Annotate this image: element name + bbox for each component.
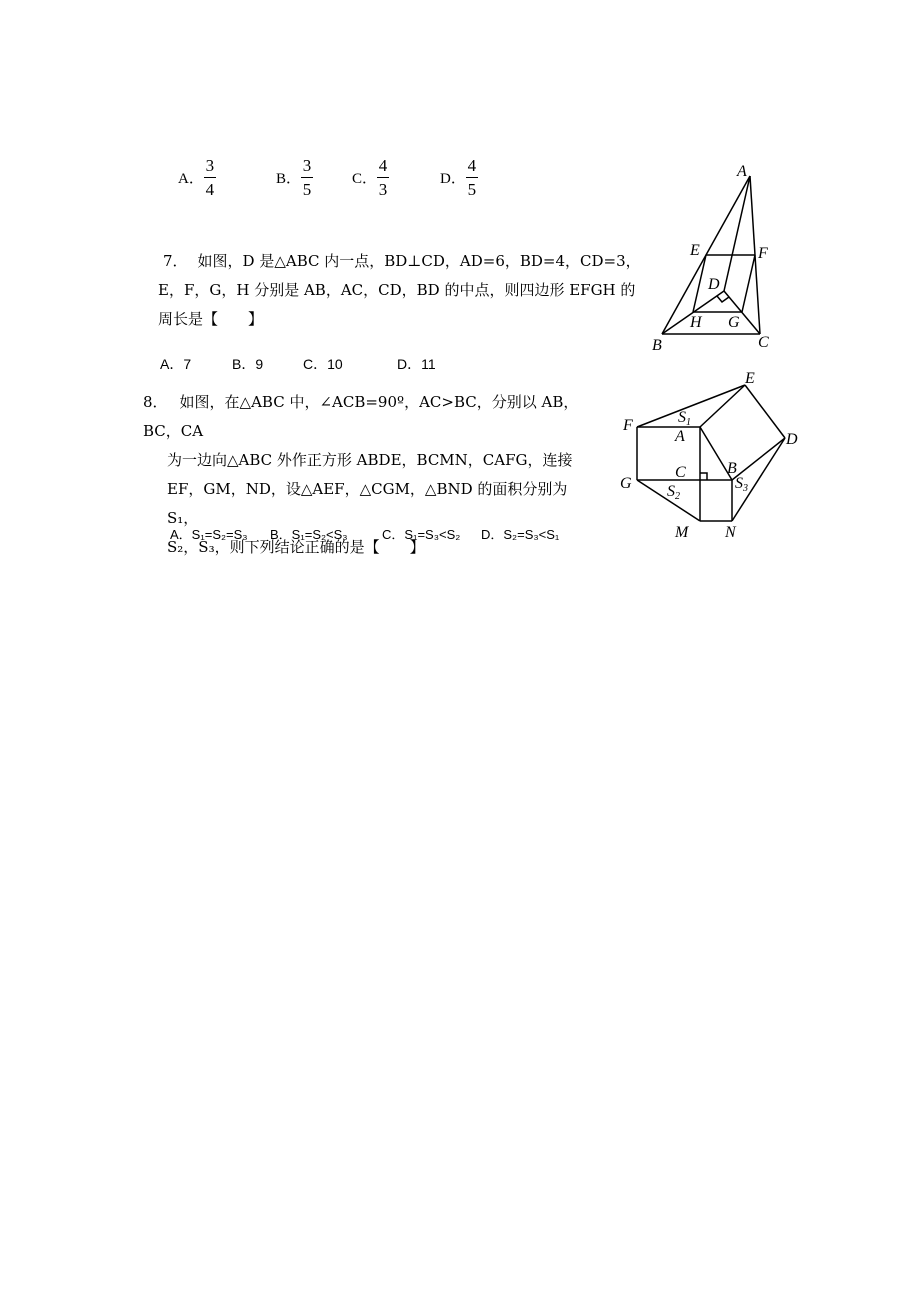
q7-figure xyxy=(640,155,790,360)
seg-ed xyxy=(745,385,785,438)
label-d8: D xyxy=(786,431,798,448)
q6-option-d-den: 5 xyxy=(467,180,477,199)
q6-option-b[interactable] xyxy=(276,156,313,199)
label-b: B xyxy=(652,337,662,354)
label-h: H xyxy=(690,314,702,331)
label-e8: E xyxy=(745,370,755,387)
q6-option-d-fraction xyxy=(466,156,478,199)
q7-number: 7． xyxy=(163,252,188,270)
label-s3: S3 xyxy=(735,475,748,494)
q6-option-b-num: 3 xyxy=(302,156,312,175)
q6-option-a-fraction xyxy=(204,156,216,199)
q6-option-b-fraction xyxy=(301,156,313,199)
q6-option-a-num: 3 xyxy=(205,156,215,175)
right-angle-mark-c xyxy=(700,473,707,480)
label-n8: N xyxy=(725,524,736,541)
q7-line2: E，F，G，H 分别是 AB，AC，CD，BD 的中点，则四边形 EFGH 的 xyxy=(158,281,636,299)
label-c: C xyxy=(758,334,769,351)
q6-option-c-num: 4 xyxy=(378,156,388,175)
label-e: E xyxy=(690,242,700,259)
right-angle-mark xyxy=(717,296,729,302)
q7-line1: 7． 如图，D 是△ABC 内一点，BD⊥CD，AD=6，BD=4，CD=3， xyxy=(163,252,641,270)
q8-line3: EF，GM，ND，设△AEF，△CGM，△BND 的面积分别为 S₁， xyxy=(167,480,568,527)
label-f: F xyxy=(758,245,768,262)
label-s2: S2 xyxy=(667,483,680,502)
seg-fe xyxy=(637,385,745,427)
q6-option-a-label: A． xyxy=(178,171,204,187)
q7-line3: 周长是【 】 xyxy=(158,310,264,328)
q8-line1: 8． 如图，在△ABC 中，∠ACB=90º，AC>BC，分别以 AB，BC，CA xyxy=(143,393,579,440)
label-s1: S1 xyxy=(678,409,691,428)
q6-option-a-den: 4 xyxy=(205,180,215,199)
q8-figure xyxy=(615,365,805,545)
q8-line4: S₂，S₃，则下列结论正确的是【 】 xyxy=(167,538,425,556)
q6-option-c-den: 3 xyxy=(378,180,388,199)
seg-db xyxy=(732,438,785,480)
q7-option-b[interactable]: B．9 xyxy=(232,356,264,372)
label-a: A xyxy=(737,163,747,180)
q6-option-c-label: C． xyxy=(352,171,378,187)
label-c8: C xyxy=(675,464,686,481)
seg-he xyxy=(693,255,706,312)
label-m8: M xyxy=(675,524,689,541)
label-a8: A xyxy=(675,428,685,445)
q8-options xyxy=(170,524,610,544)
q6-option-b-den: 5 xyxy=(302,180,312,199)
label-g8: G xyxy=(620,475,632,492)
q7-stem xyxy=(158,247,643,334)
q6-option-c-fraction xyxy=(377,156,389,199)
seg-fg xyxy=(742,255,755,312)
q8-option-a[interactable]: A．S₁=S₂=S₃ xyxy=(170,527,248,542)
q8-option-d[interactable]: D．S₂=S₃<S₁ xyxy=(481,527,560,542)
label-g: G xyxy=(728,314,740,331)
q8-option-c[interactable]: C．S₁=S₃<S₂ xyxy=(382,527,461,542)
q7-option-d[interactable]: D．11 xyxy=(397,356,436,372)
q7-options xyxy=(160,354,500,374)
q6-option-d-label: D． xyxy=(440,171,466,187)
q6-option-a[interactable] xyxy=(178,156,216,199)
q6-options xyxy=(178,152,498,202)
q6-option-c[interactable] xyxy=(352,156,389,199)
label-f8: F xyxy=(623,417,633,434)
seg-ae xyxy=(700,385,745,427)
label-d: D xyxy=(708,276,720,293)
q6-option-b-label: B． xyxy=(276,171,302,187)
q8-line2: 为一边向△ABC 外作正方形 ABDE，BCMN，CAFG，连接 xyxy=(167,451,573,469)
label-b8: B xyxy=(727,460,737,477)
q7-option-c[interactable]: C．10 xyxy=(303,356,343,372)
q7-option-a[interactable]: A．7 xyxy=(160,356,192,372)
q6-option-d[interactable] xyxy=(440,156,478,199)
q8-number: 8． xyxy=(143,393,168,411)
seg-ad xyxy=(724,176,750,291)
q6-option-d-num: 4 xyxy=(467,156,477,175)
q8-option-b[interactable]: B．S₁=S₂<S₃ xyxy=(270,527,348,542)
